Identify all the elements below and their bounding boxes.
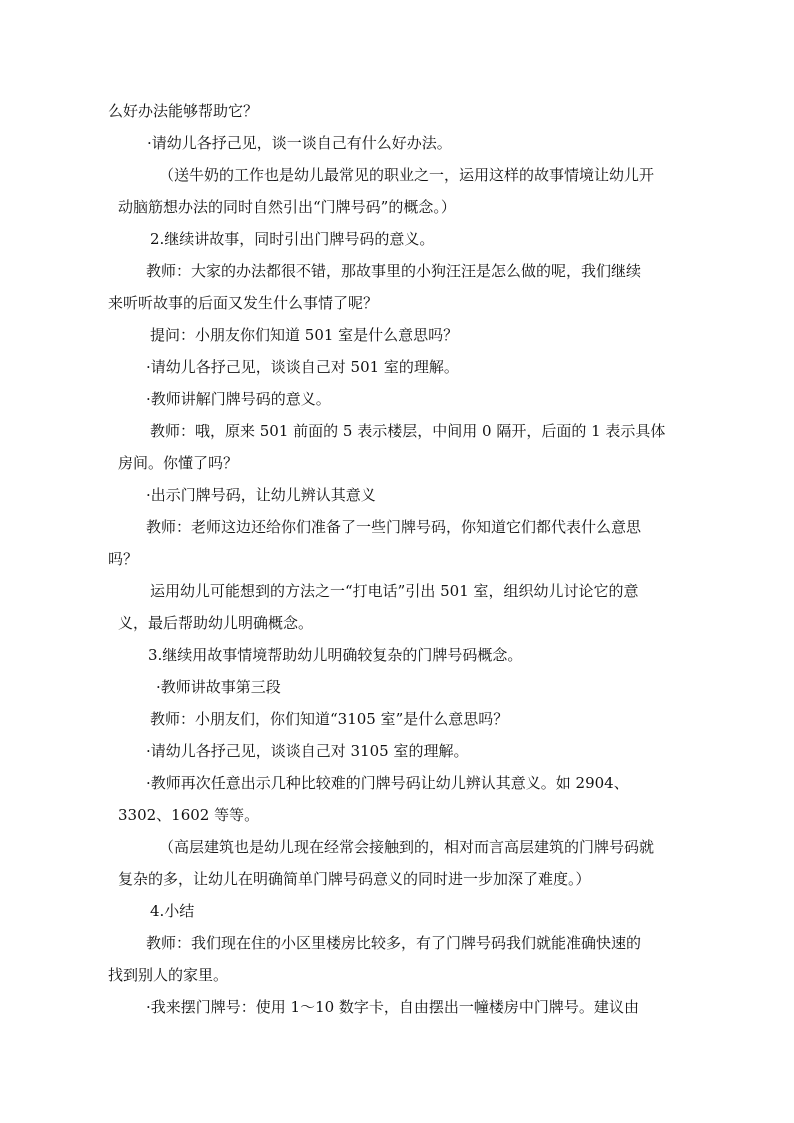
text-line: 教师：老师这边还给你们准备了一些门牌号码，你知道它们都代表什么意思 [146,518,642,536]
text-line: 4.小结 [150,902,195,920]
text-line: 么好办法能够帮助它？ [108,102,259,120]
text-line: ·我来摆门牌号：使用 1～10 数字卡，自由摆出一幢楼房中门牌号。建议由 [146,998,639,1016]
text-line: 找到别人的家里。 [108,966,229,984]
text-line: 3302、1602 等等。 [118,806,260,824]
text-line: ·请幼儿各抒己见，谈谈自己对 3105 室的理解。 [146,742,469,760]
text-line: 教师：我们现在住的小区里楼房比较多，有了门牌号码我们就能准确快速的 [146,934,642,952]
text-line: 教师：小朋友们，你们知道“3105 室”是什么意思吗？ [150,710,509,728]
text-line: 运用幼儿可能想到的方法之一“打电话”引出 501 室，组织幼儿讨论它的意 [150,582,639,600]
text-line: 教师：哦，原来 501 前面的 5 表示楼层，中间用 0 隔开，后面的 1 表示具体 [150,422,666,440]
text-line: 来听听故事的后面又发生什么事情了呢？ [108,294,379,312]
text-line: 吗？ [108,550,139,568]
text-line: ·教师讲故事第三段 [156,678,281,696]
text-line: 动脑筋想办法的同时自然引出“门牌号码”的概念。） [118,198,456,216]
text-line: 2.继续讲故事，同时引出门牌号码的意义。 [150,230,435,248]
text-line: ·教师讲解门牌号码的意义。 [146,390,331,408]
text-line: ·请幼儿各抒己见，谈一谈自己有什么好办法。 [147,134,452,152]
text-line: ·教师再次任意出示几种比较难的门牌号码让幼儿辨认其意义。如 2904、 [146,774,629,792]
text-line: 提问：小朋友你们知道 501 室是什么意思吗？ [150,326,459,344]
text-line: 房间。你懂了吗？ [118,454,239,472]
text-line: 复杂的多，让幼儿在明确简单门牌号码意义的同时进一步加深了难度。） [118,870,591,888]
text-line: ·请幼儿各抒己见，谈谈自己对 501 室的理解。 [146,358,459,376]
text-line: ·出示门牌号码，让幼儿辨认其意义 [146,486,376,504]
text-line: 3.继续用故事情境帮助幼儿明确较复杂的门牌号码概念。 [148,646,523,664]
text-line: 义，最后帮助幼儿明确概念。 [118,614,314,632]
text-line: 教师：大家的办法都很不错，那故事里的小狗汪汪是怎么做的呢，我们继续 [146,262,642,280]
text-line: （高层建筑也是幼儿现在经常会接触到的，相对而言高层建筑的门牌号码就 [159,838,655,856]
text-line: （送牛奶的工作也是幼儿最常见的职业之一，运用这样的故事情境让幼儿开 [159,166,655,184]
